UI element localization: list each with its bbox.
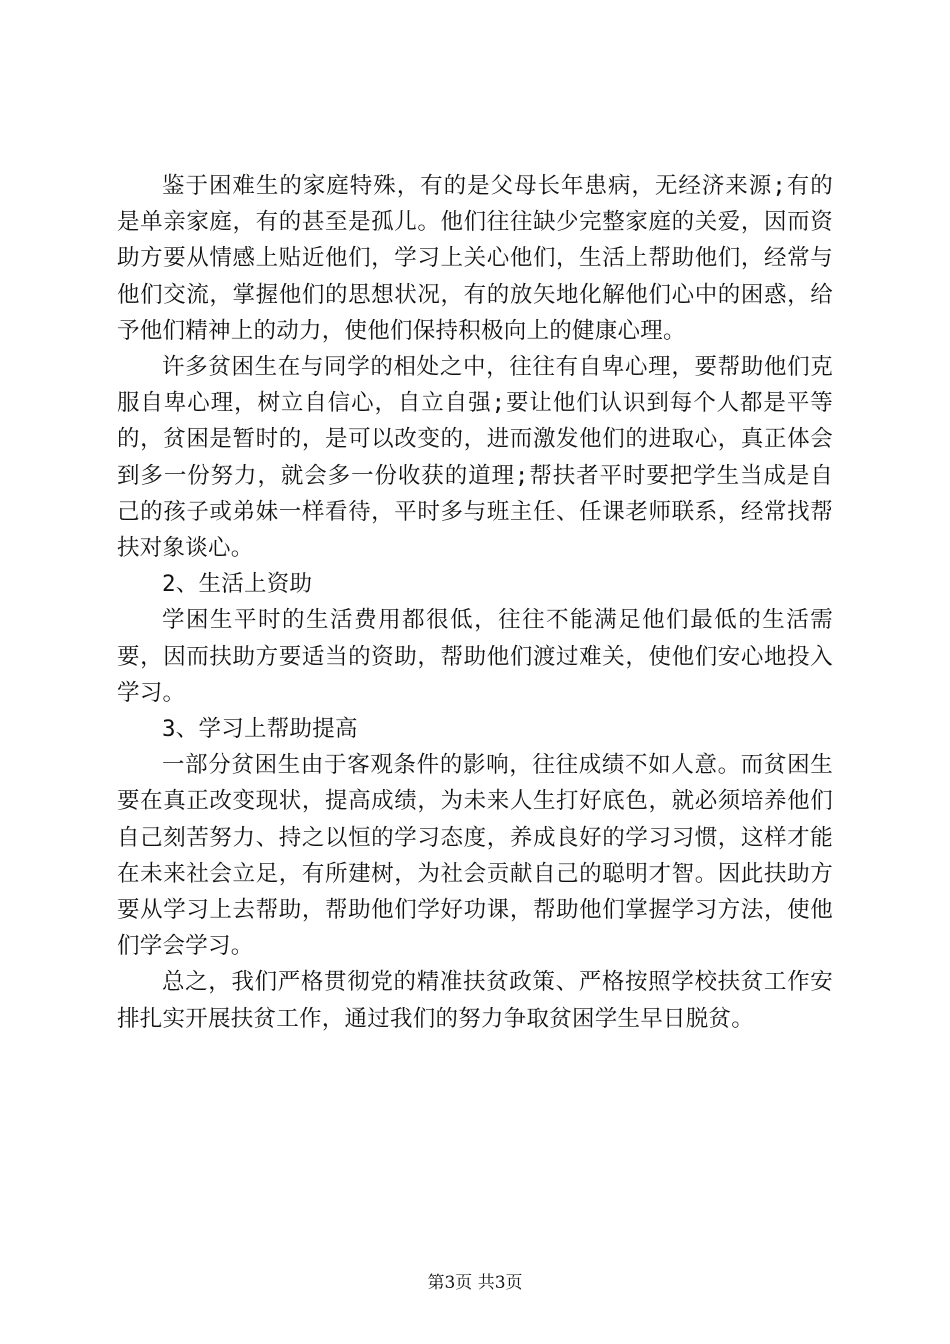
paragraph-family-care: 鉴于困难生的家庭特殊，有的是父母长年患病，无经济来源;有的是单亲家庭，有的甚至是孤儿。他们往往缺少完整家庭的关爱，因而资助方要从情感上贴近他们，学习上关心他们，生活上帮助他们，经常与他们交流，掌握他们的思想状况，有的放矢地化解他们心中的困惑，给予他们精神上的动力，使他们保持积极向上的健康心理。: [117, 173, 833, 344]
paragraph-self-confidence: 许多贫困生在与同学的相处之中，往往有自卑心理，要帮助他们克服自卑心理，树立自信心，自立自强;要让他们认识到每个人都是平等的，贫困是暂时的，是可以改变的，进而激发他们的进取心，真正体会到多一份努力，就会多一份收获的道理;帮扶者平时要把学生当成是自己的孩子或弟妹一样看待，平时多与班主任、任课老师联系，经常找帮扶对象谈心。: [117, 354, 833, 562]
heading-living-support: 2、生活上资助: [162, 571, 313, 598]
paragraph-study-support: 一部分贫困生由于客观条件的影响，往往成绩不如人意。而贫困生要在真正改变现状，提高成绩，为未来人生打好底色，就必须培养他们自己刻苦努力、持之以恒的学习态度，养成良好的学习习惯，这样才能在未来社会立足，有所建树，为社会贡献自己的聪明才智。因此扶助方要从学习上去帮助，帮助他们学好功课，帮助他们掌握学习方法，使他们学会学习。: [117, 752, 833, 960]
paragraph-living-support: 学困生平时的生活费用都很低，往往不能满足他们最低的生活需要，因而扶助方要适当的资助，帮助他们渡过难关，使他们安心地投入学习。: [117, 607, 833, 706]
page-footer: 第3页 共3页: [427, 1273, 523, 1293]
heading-study-support: 3、学习上帮助提高: [162, 716, 358, 743]
paragraph-conclusion: 总之，我们严格贯彻党的精准扶贫政策、严格按照学校扶贫工作安排扎实开展扶贫工作，通过我们的努力争取贫困学生早日脱贫。: [117, 969, 833, 1032]
document-body: [117, 168, 833, 1037]
